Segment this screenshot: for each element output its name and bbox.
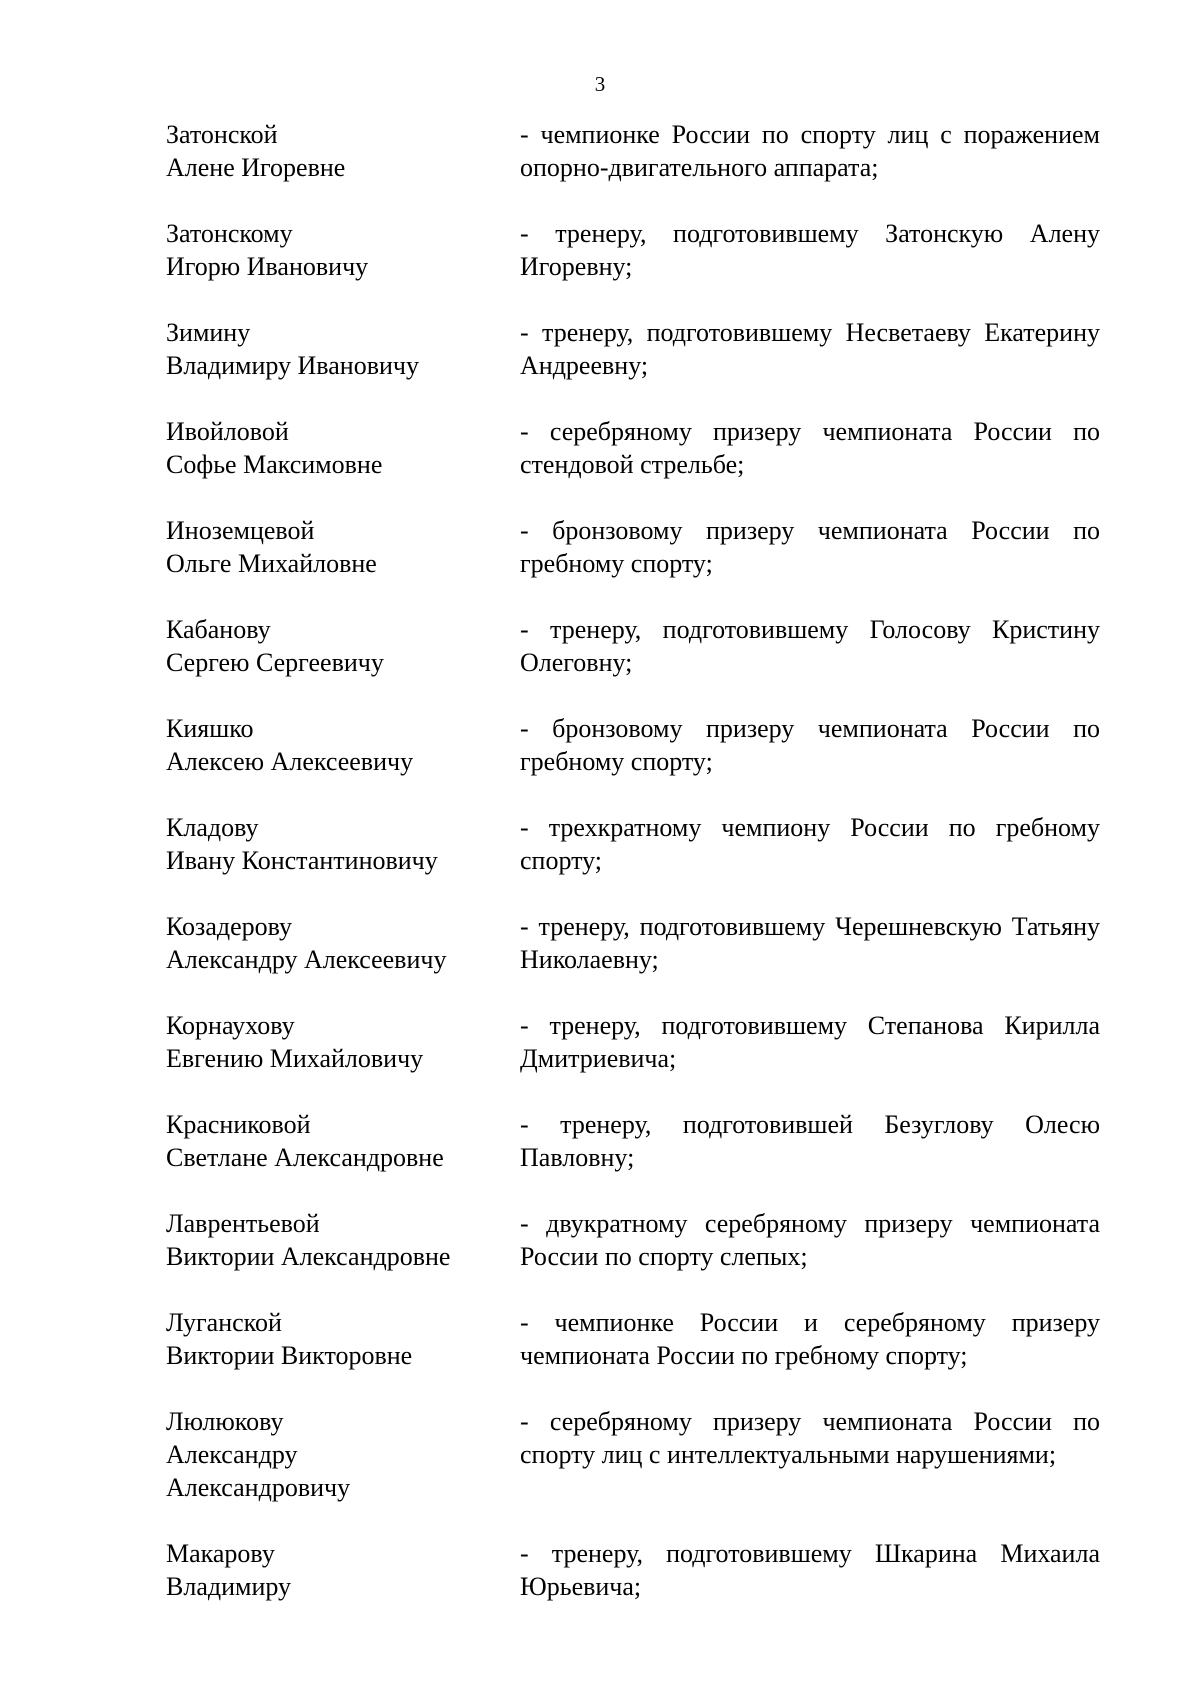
award-reason: - тренеру, подготовившему Несветаеву Екатерину Андреевну; bbox=[520, 318, 1100, 380]
recipient-patronymic: Александровичу bbox=[166, 1473, 351, 1502]
recipient-given-names: Александру bbox=[166, 1440, 298, 1469]
page-number: 3 bbox=[594, 72, 606, 96]
recipient-name bbox=[166, 1207, 520, 1273]
award-reason: - серебряному призеру чемпионата России по спорту лиц с интеллектуальными нарушениями; bbox=[520, 1407, 1100, 1469]
list-item bbox=[166, 1537, 1100, 1603]
award-reason: - тренеру, подготовившему Затонскую Алену Игоревну; bbox=[520, 219, 1100, 281]
recipient-name bbox=[166, 514, 520, 580]
recipient-name bbox=[166, 613, 520, 679]
recipient-name bbox=[166, 316, 520, 382]
list-item bbox=[166, 514, 1100, 580]
recipient-surname: Луганской bbox=[166, 1308, 282, 1337]
recipient-surname: Зимину bbox=[166, 318, 251, 347]
recipient-surname: Затонскому bbox=[166, 219, 293, 248]
recipient-given-names: Светлане Александровне bbox=[166, 1143, 444, 1172]
list-item bbox=[166, 613, 1100, 679]
list-item bbox=[166, 910, 1100, 976]
recipient-name bbox=[166, 1405, 520, 1504]
list-item bbox=[166, 118, 1100, 184]
recipient-name bbox=[166, 415, 520, 481]
recipient-name bbox=[166, 1306, 520, 1372]
list-item bbox=[166, 1306, 1100, 1372]
recipient-surname: Кабанову bbox=[166, 615, 271, 644]
recipient-surname: Люлюкову bbox=[166, 1407, 284, 1436]
recipient-surname: Макарову bbox=[166, 1539, 275, 1568]
recipient-given-names: Софье Максимовне bbox=[166, 450, 383, 479]
award-reason: - тренеру, подготовившему Степанова Кирилла Дмитриевича; bbox=[520, 1011, 1100, 1073]
recipient-given-names: Алексею Алексеевичу bbox=[166, 747, 414, 776]
recipient-given-names: Владимиру bbox=[166, 1572, 292, 1601]
recipient-surname: Корнаухову bbox=[166, 1011, 295, 1040]
recipient-surname: Лаврентьевой bbox=[166, 1209, 320, 1238]
award-reason: - тренеру, подготовившему Шкарина Михаила Юрьевича; bbox=[520, 1539, 1100, 1601]
list-item bbox=[166, 1108, 1100, 1174]
recipient-given-names: Игорю Ивановичу bbox=[166, 252, 369, 281]
recipient-given-names: Евгению Михайловичу bbox=[166, 1044, 424, 1073]
recipient-surname: Красниковой bbox=[166, 1110, 311, 1139]
award-reason: - двукратному серебряному призеру чемпионата России по спорту слепых; bbox=[520, 1209, 1100, 1271]
recipient-surname: Кладову bbox=[166, 813, 259, 842]
recipient-surname: Ивойловой bbox=[166, 417, 289, 446]
list-item bbox=[166, 217, 1100, 283]
list-item bbox=[166, 1405, 1100, 1504]
award-reason: - чемпионке России по спорту лиц с поражением опорно-двигательного аппарата; bbox=[520, 120, 1100, 182]
recipient-name bbox=[166, 1537, 520, 1603]
recipient-given-names: Виктории Викторовне bbox=[166, 1341, 413, 1370]
recipient-given-names: Владимиру Ивановичу bbox=[166, 351, 419, 380]
recipient-name bbox=[166, 712, 520, 778]
recipient-surname: Затонской bbox=[166, 120, 278, 149]
list-item bbox=[166, 1207, 1100, 1273]
recipient-name bbox=[166, 1009, 520, 1075]
recipient-surname: Кияшко bbox=[166, 714, 254, 743]
recipient-given-names: Алене Игоревне bbox=[166, 153, 346, 182]
award-reason: - бронзовому призеру чемпионата России по гребному спорту; bbox=[520, 714, 1100, 776]
recipient-given-names: Сергею Сергеевичу bbox=[166, 648, 384, 677]
list-item bbox=[166, 1009, 1100, 1075]
award-reason: - тренеру, подготовившей Безуглову Олесю Павловну; bbox=[520, 1110, 1100, 1172]
recipient-name bbox=[166, 811, 520, 877]
recipient-name bbox=[166, 217, 520, 283]
award-reason: - трехкратному чемпиону России по гребному спорту; bbox=[520, 813, 1100, 875]
list-item bbox=[166, 415, 1100, 481]
award-list bbox=[166, 118, 1100, 1636]
list-item bbox=[166, 316, 1100, 382]
award-reason: - тренеру, подготовившему Черешневскую Татьяну Николаевну; bbox=[520, 912, 1100, 974]
award-reason: - бронзовому призеру чемпионата России по гребному спорту; bbox=[520, 516, 1100, 578]
recipient-name bbox=[166, 910, 520, 976]
award-reason: - тренеру, подготовившему Голосову Кристину Олеговну; bbox=[520, 615, 1100, 677]
recipient-surname: Козадерову bbox=[166, 912, 293, 941]
recipient-given-names: Виктории Александровне bbox=[166, 1242, 451, 1271]
award-reason: - серебряному призеру чемпионата России по стендовой стрельбе; bbox=[520, 417, 1100, 479]
list-item bbox=[166, 712, 1100, 778]
recipient-name bbox=[166, 1108, 520, 1174]
list-item bbox=[166, 811, 1100, 877]
recipient-given-names: Ивану Константиновичу bbox=[166, 846, 438, 875]
award-reason: - чемпионке России и серебряному призеру чемпионата России по гребному спорту; bbox=[520, 1308, 1100, 1370]
recipient-name bbox=[166, 118, 520, 184]
recipient-surname: Иноземцевой bbox=[166, 516, 315, 545]
recipient-given-names: Александру Алексеевичу bbox=[166, 945, 447, 974]
recipient-given-names: Ольге Михайловне bbox=[166, 549, 377, 578]
